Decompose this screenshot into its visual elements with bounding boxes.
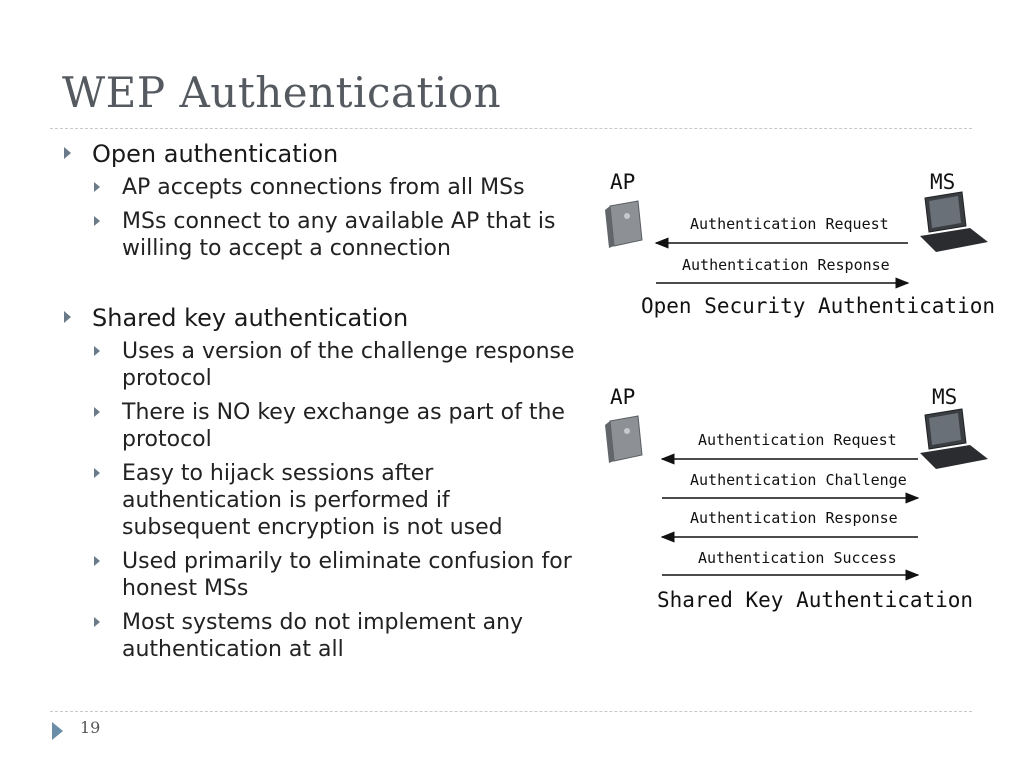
slide-title: WEP Authentication [62, 68, 502, 117]
triangle-bullet-icon [94, 556, 100, 566]
laptop-icon [920, 409, 988, 469]
shared-key-diagram [590, 383, 1010, 623]
message-label: Authentication Request [690, 215, 889, 233]
footer-triangle-icon [52, 722, 63, 740]
ms-label: MS [930, 170, 956, 194]
triangle-bullet-icon [94, 468, 100, 478]
title-divider [50, 128, 972, 129]
ap-label: AP [610, 170, 636, 194]
bullet-open-authentication: Open authentication [62, 138, 582, 170]
message-label: Authentication Request [698, 431, 897, 449]
laptop-icon [920, 192, 988, 252]
ap-label: AP [610, 385, 636, 409]
bullet-list [62, 138, 582, 670]
shared-key-svg [590, 383, 1010, 623]
access-point-icon [605, 416, 642, 463]
sub-bullet: There is NO key exchange as part of the protocol [62, 399, 582, 453]
ms-label: MS [932, 385, 958, 409]
message-label: Authentication Response [690, 509, 898, 527]
sub-bullet: Most systems do not implement any authentication at all [62, 609, 582, 663]
triangle-bullet-icon [64, 311, 71, 323]
message-label: Authentication Challenge [690, 471, 907, 489]
triangle-bullet-icon [94, 216, 100, 226]
bullet-shared-key-authentication: Shared key authentication [62, 302, 582, 334]
diagram-caption: Shared Key Authentication [657, 588, 974, 612]
message-label: Authentication Success [698, 549, 897, 567]
sub-bullet: AP accepts connections from all MSs [62, 174, 582, 201]
footer-divider [50, 711, 972, 712]
sub-bullet: Used primarily to eliminate confusion for honest MSs [62, 548, 582, 602]
page-number: 19 [80, 718, 101, 737]
triangle-bullet-icon [94, 346, 100, 356]
triangle-bullet-icon [94, 182, 100, 192]
sub-bullet: Easy to hijack sessions after authentication is performed if subsequent encryption is not used [62, 460, 582, 541]
triangle-bullet-icon [94, 407, 100, 417]
diagram-caption: Open Security Authentication [641, 294, 996, 318]
sub-bullet: MSs connect to any available AP that is willing to accept a connection [62, 208, 582, 262]
triangle-bullet-icon [64, 147, 71, 159]
triangle-bullet-icon [94, 617, 100, 627]
sub-bullet: Uses a version of the challenge response protocol [62, 338, 582, 392]
message-label: Authentication Response [682, 256, 890, 274]
access-point-icon [605, 201, 642, 248]
open-auth-diagram [590, 168, 1010, 328]
